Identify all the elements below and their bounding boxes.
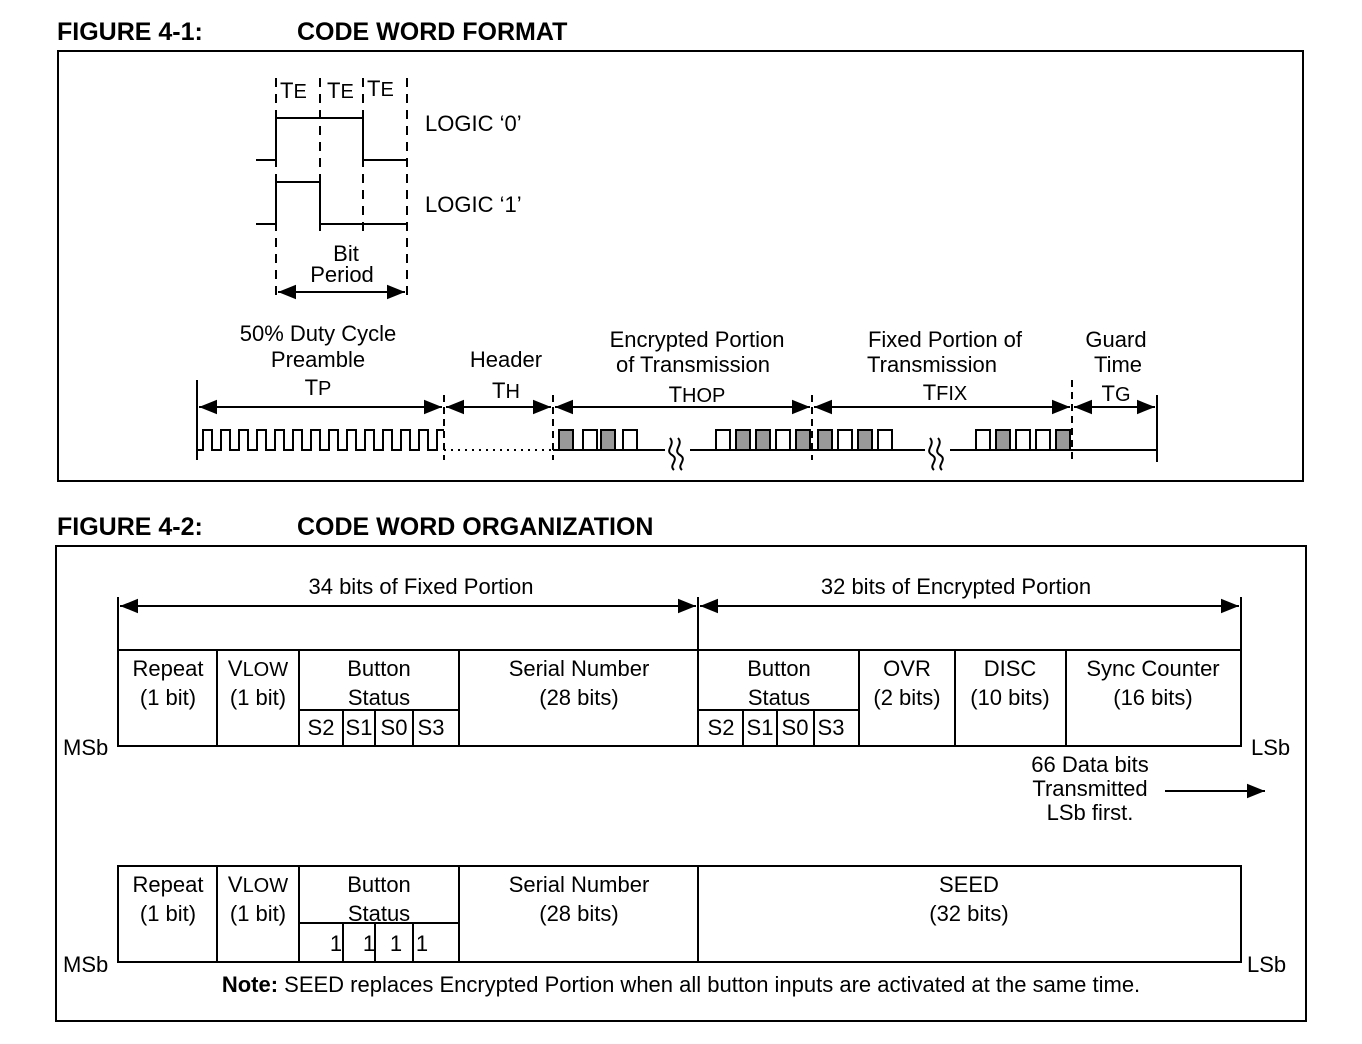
preamble-label-1: 50% Duty Cycle xyxy=(239,321,397,346)
header-label: Header xyxy=(469,347,543,372)
button-label: Button xyxy=(347,656,411,681)
lsb-label-2: LSb xyxy=(1247,952,1287,977)
encrypted-label-1: Encrypted Portion xyxy=(609,327,785,352)
figure2-title: CODE WORD ORGANIZATION xyxy=(297,513,654,541)
repeat-label: Repeat xyxy=(132,656,204,681)
vlow-bits-2: (1 bit) xyxy=(229,901,287,926)
span-arrows xyxy=(118,597,1241,650)
figure1-title: CODE WORD FORMAT xyxy=(297,18,568,46)
fixed-label-2: Transmission xyxy=(867,352,997,377)
fixed-span-label: 34 bits of Fixed Portion xyxy=(308,574,534,599)
vlow-bits: (1 bit) xyxy=(229,685,287,710)
preamble-label-2: Preamble xyxy=(270,347,366,372)
tfix-label: TFIX xyxy=(922,380,968,405)
repeat-label-2: Repeat xyxy=(132,872,204,897)
note-label: Note: xyxy=(221,972,279,997)
seed-bits: (32 bits) xyxy=(929,901,1009,926)
bit-s2: S2 xyxy=(307,715,335,740)
sync-label: Sync Counter xyxy=(1086,656,1220,681)
figure2-number: FIGURE 4-2: xyxy=(57,513,203,541)
vlow-label-2: VLOW xyxy=(227,872,289,897)
status-label-2: Status xyxy=(747,685,811,710)
transmit-note-1: 66 Data bits xyxy=(1031,752,1149,777)
te-label-1: TE xyxy=(280,78,307,103)
tp-label: TP xyxy=(304,375,332,400)
figure1-number: FIGURE 4-1: xyxy=(57,18,203,46)
bit-one-2: 1 xyxy=(362,931,376,956)
repeat-bits-2: (1 bit) xyxy=(139,901,197,926)
ovr-bits: (2 bits) xyxy=(873,685,941,710)
seed-note xyxy=(0,972,1362,998)
bit-s1: S1 xyxy=(345,715,373,740)
logic0-waveform xyxy=(256,118,407,160)
bit-s3: S3 xyxy=(417,715,445,740)
status-label: Status xyxy=(347,685,411,710)
bit-one-3: 1 xyxy=(389,931,403,956)
guard-label-2: Time xyxy=(1093,352,1143,377)
msb-label-1: MSb xyxy=(63,735,109,760)
msb-label-2: MSb xyxy=(63,952,109,977)
note-text: SEED replaces Encrypted Portion when all button inputs are activated at the same time. xyxy=(278,972,1141,997)
bit-period-label-2: Period xyxy=(310,262,374,287)
serial-bits: (28 bits) xyxy=(539,685,619,710)
logic1-label: LOGIC ‘1’ xyxy=(425,192,522,217)
te-label-2: TE xyxy=(327,78,354,103)
thop-label: THOP xyxy=(668,382,726,407)
repeat-bits: (1 bit) xyxy=(139,685,197,710)
preamble-waveform xyxy=(197,430,444,450)
transmit-note-3: LSb first. xyxy=(1046,800,1134,825)
logic1-waveform xyxy=(256,182,407,224)
bit-s1-enc: S1 xyxy=(746,715,774,740)
button-label-3: Button xyxy=(347,872,411,897)
bit-one-4: 1 xyxy=(415,931,429,956)
encrypted-span-label: 32 bits of Encrypted Portion xyxy=(820,574,1092,599)
fixed-label-1: Fixed Portion of xyxy=(867,327,1023,352)
data-waveform xyxy=(553,430,1157,470)
serial-bits-2: (28 bits) xyxy=(539,901,619,926)
serial-label-2: Serial Number xyxy=(508,872,650,897)
bit-period-label-1: Bit xyxy=(333,241,359,266)
sync-bits: (16 bits) xyxy=(1113,685,1193,710)
encrypted-label-2: of Transmission xyxy=(615,352,771,377)
te-label-3: TE xyxy=(367,76,394,101)
bit-one-1: 1 xyxy=(329,931,343,956)
transmit-note-2: Transmitted xyxy=(1032,776,1148,801)
logic0-label: LOGIC ‘0’ xyxy=(425,111,522,136)
disc-bits: (10 bits) xyxy=(970,685,1050,710)
vlow-label: VLOW xyxy=(227,656,289,681)
bit-s0-enc: S0 xyxy=(781,715,809,740)
tg-label: TG xyxy=(1101,381,1131,406)
lsb-label-1: LSb xyxy=(1251,735,1291,760)
bit-s3-enc: S3 xyxy=(817,715,845,740)
disc-label: DISC xyxy=(983,656,1037,681)
bit-s0: S0 xyxy=(380,715,408,740)
bit-s2-enc: S2 xyxy=(707,715,735,740)
status-label-3: Status xyxy=(347,901,411,926)
guard-label-1: Guard xyxy=(1085,327,1147,352)
th-label: TH xyxy=(492,378,520,403)
serial-label: Serial Number xyxy=(508,656,650,681)
button-label-2: Button xyxy=(747,656,811,681)
seed-label: SEED xyxy=(939,872,999,897)
ovr-label: OVR xyxy=(883,656,931,681)
